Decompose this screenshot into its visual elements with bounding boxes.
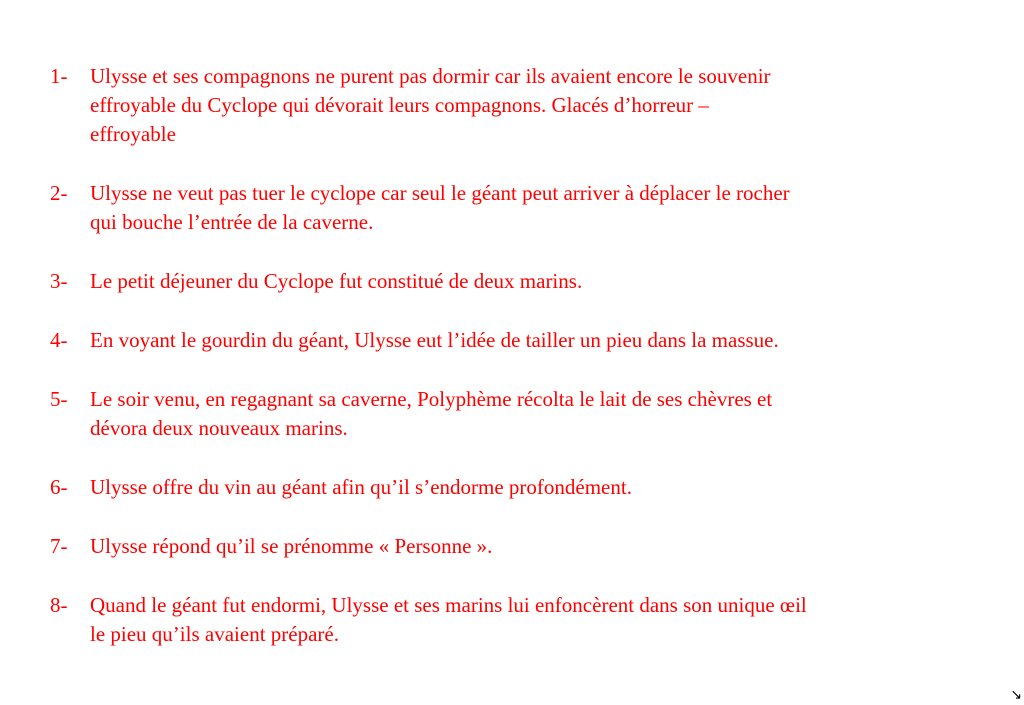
item-number: 6- [50, 475, 68, 499]
list-item [50, 385, 990, 443]
answer-list [50, 62, 990, 679]
item-text: Ulysse répond qu’il se prénomme « Personne ». [90, 534, 493, 558]
item-text: Ulysse et ses compagnons ne purent pas dormir car ils avaient encore le souvenir effroyable du Cyclope qui dévorait leurs compagnons. Glacés d’horreur – effroyable [90, 64, 771, 146]
item-text: En voyant le gourdin du géant, Ulysse eut l’idée de tailler un pieu dans la massue. [90, 328, 779, 352]
list-item [50, 473, 990, 502]
item-number: 4- [50, 328, 68, 352]
list-item [50, 326, 990, 355]
list-item [50, 267, 990, 296]
item-number: 3- [50, 269, 68, 293]
item-number: 5- [50, 387, 68, 411]
item-number: 2- [50, 181, 68, 205]
list-item [50, 532, 990, 561]
item-text: Ulysse offre du vin au géant afin qu’il s’endorme profondément. [90, 475, 632, 499]
item-number: 7- [50, 534, 68, 558]
item-text: Ulysse ne veut pas tuer le cyclope car seul le géant peut arriver à déplacer le rocher qui bouche l’entrée de la caverne. [90, 181, 790, 234]
item-number: 1- [50, 64, 68, 88]
list-item [50, 62, 990, 149]
list-item [50, 591, 990, 649]
item-number: 8- [50, 593, 68, 617]
cursor-icon: ↘ [1010, 687, 1022, 703]
item-text: Quand le géant fut endormi, Ulysse et ses marins lui enfoncèrent dans son unique œil le pieu qu’ils avaient préparé. [90, 593, 807, 646]
item-text: Le petit déjeuner du Cyclope fut constitué de deux marins. [90, 269, 583, 293]
item-text: Le soir venu, en regagnant sa caverne, Polyphème récolta le lait de ses chèvres et dévora deux nouveaux marins. [90, 387, 773, 440]
list-item [50, 179, 990, 237]
